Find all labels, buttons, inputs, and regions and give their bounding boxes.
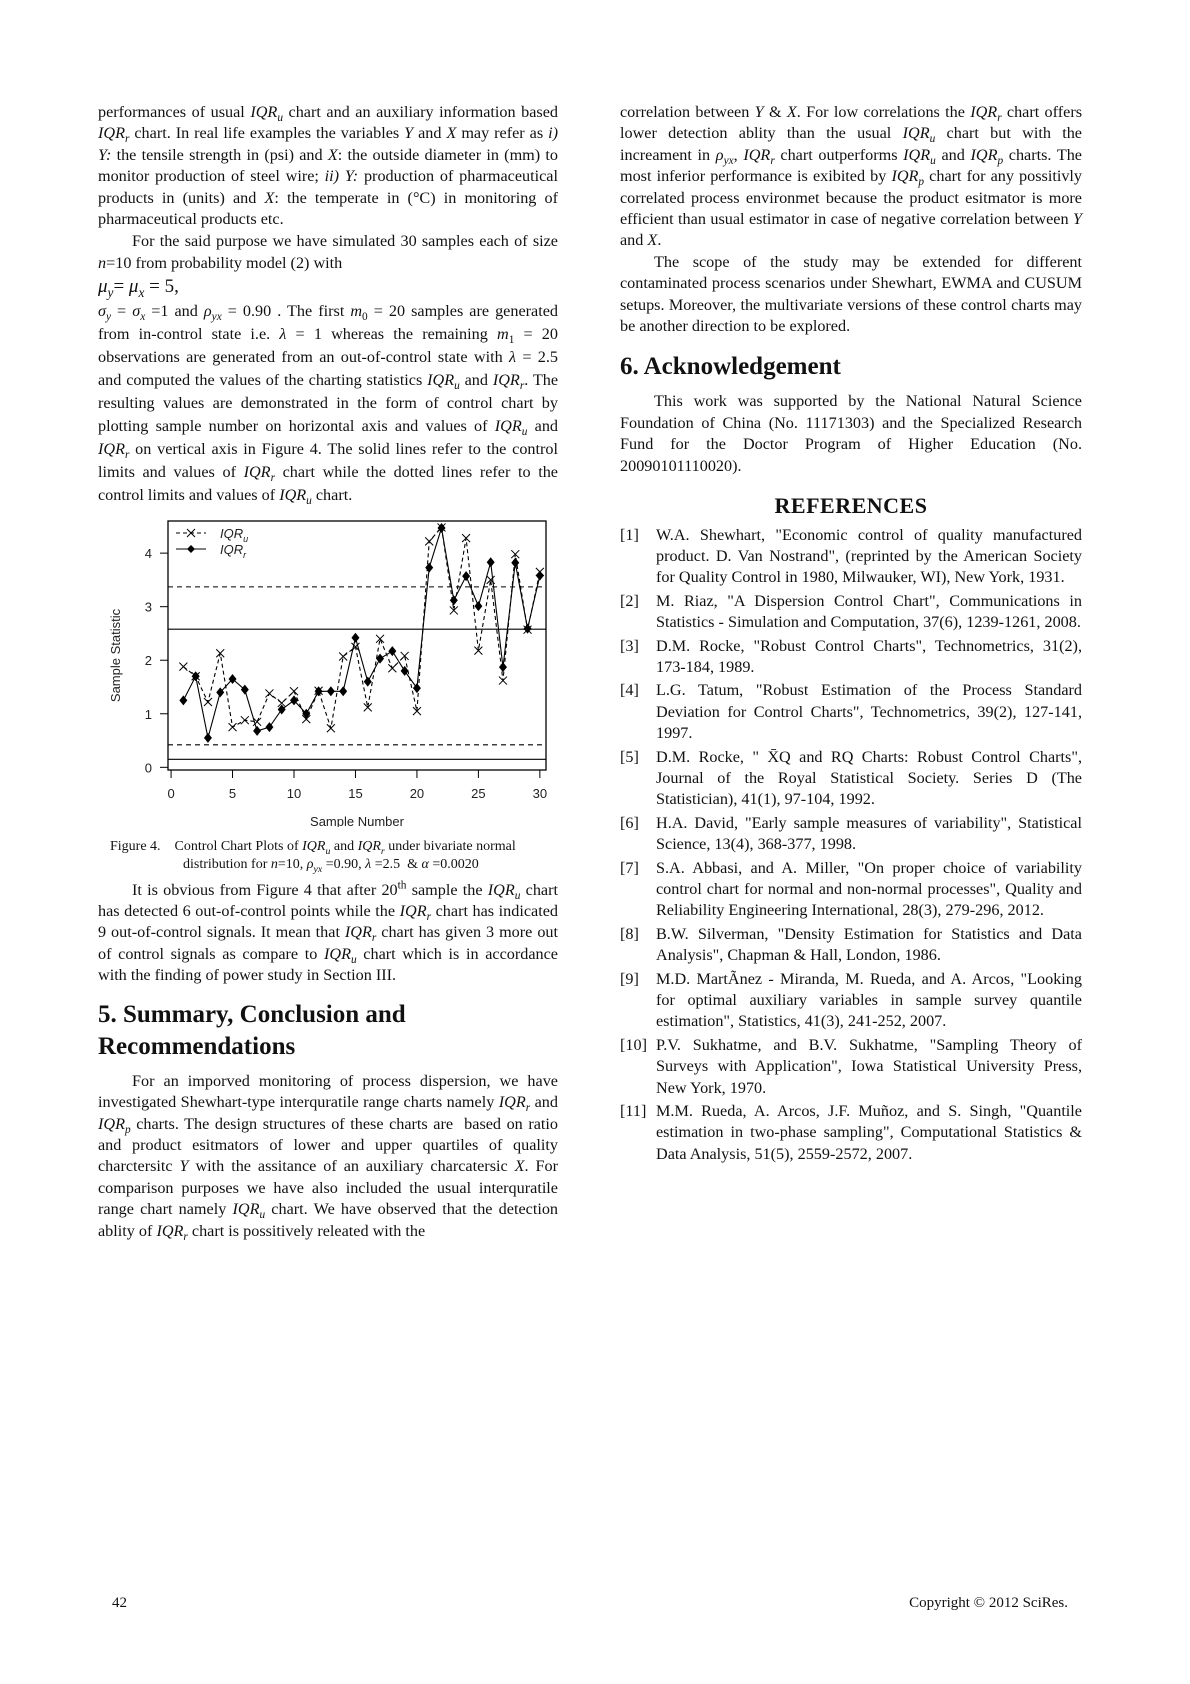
reference-item xyxy=(620,813,1082,856)
x-axis-label: Sample Number xyxy=(310,814,404,828)
reference-number: [7] xyxy=(620,858,639,877)
reference-text: M. Riaz, "A Dispersion Control Chart", Communications in Statistics - Simulation and Computation, 37(6), 1239-1261, 2008. xyxy=(656,591,1082,632)
x-marker-icon xyxy=(216,650,224,658)
reference-number: [9] xyxy=(620,969,639,988)
reference-text: D.M. Rocke, "Robust Control Charts", Technometrics, 31(2), 173-184, 1989. xyxy=(656,636,1082,676)
x-tick-label: 0 xyxy=(167,786,175,802)
x-marker-icon xyxy=(401,652,409,660)
diamond-marker-icon xyxy=(187,545,195,553)
reference-item xyxy=(620,1101,1082,1165)
x-marker-icon xyxy=(241,716,249,724)
x-marker-icon xyxy=(265,690,273,698)
diamond-marker-icon xyxy=(487,557,495,567)
figure-caption: Figure 4. Control Chart Plots of $IQR_u$ and $IQR_r$ under bivariate normal distribution for n=10, $\rho_{yx} =0.90$, λ =2.5 & α =0.0020 xyxy=(110,838,516,875)
reference-item xyxy=(620,969,1082,1033)
diamond-marker-icon xyxy=(462,571,470,581)
x-marker-icon xyxy=(425,538,433,546)
diamond-marker-icon xyxy=(241,685,249,695)
x-marker-icon xyxy=(204,698,212,706)
y-tick-label: 2 xyxy=(144,653,152,669)
diamond-marker-icon xyxy=(499,662,507,672)
paragraph-scope: The scope of the study may be extended for different contaminated process scenarios under Shewhart, EWMA and CUSUM setups. Moreover, the multivariate versions of these control charts may be another direction to be explored. xyxy=(620,252,1082,336)
x-marker-icon xyxy=(179,663,187,671)
reference-item xyxy=(620,1035,1082,1099)
x-tick-label: 25 xyxy=(471,786,486,802)
x-marker-icon xyxy=(499,677,507,685)
legend-label: $IQR_u$ xyxy=(220,526,249,545)
diamond-marker-icon xyxy=(536,571,544,581)
reference-text: S.A. Abbasi, and A. Miller, "On proper choice of variability control chart for normal and non-normal processes", Quality and Reliability Engineering International, 28(3), 279-296, 2012. xyxy=(656,858,1082,920)
x-marker-icon xyxy=(327,724,335,732)
x-marker-icon xyxy=(290,688,298,696)
section-6-heading: 6. Acknowledgement xyxy=(620,353,841,381)
reference-number: [11] xyxy=(620,1102,647,1121)
equation-mu: $\mu_y= \mu_x = 5$, xyxy=(98,276,179,301)
diamond-marker-icon xyxy=(339,687,347,697)
paragraph-simulation: For the said purpose we have simulated 30 samples each of size n=10 from probability model (2) with xyxy=(98,232,558,272)
x-tick-label: 20 xyxy=(409,786,425,802)
series-line-iqr-u xyxy=(183,528,539,729)
reference-item xyxy=(620,680,1082,744)
y-tick-label: 4 xyxy=(144,546,152,562)
paragraph-parameters: $\sigma_y = \sigma_x =1$ and $\rho_{yx} = 0.90$ . The first $m_0 = 20$ samples are generated from in-control state i.e. λ = 1 whereas the remaining $m_1 = 20$ observations are generated from an out-of-control state with λ = 2.5 and computed the values of the charting statistics $IQR_u$ and $IQR_r$. The resulting values are demonstrated in the form of control chart by plotting sample number on horizontal axis and values of $IQR_u$ and $IQR_r$ on vertical axis in Figure 4. The solid lines refer to the control limits and values of $IQR_r$ chart while the dotted lines refer to the control limits and values of $IQR_u$ chart. xyxy=(98,302,559,508)
reference-number: [4] xyxy=(620,681,639,700)
paragraph-correlation: correlation between Y & X. For low correlations the $IQR_r$ chart offers lower detection ablity than the usual $IQR_u$ chart but with the increament in $\rho_{yx}$, $IQR_r$ chart outperforms $IQR_u$ and $IQR_p$ charts. The most inferior performance is exibited by $IQR_p$ chart for any possitivly correlated process environmet because the product esitmator is more efficient than usual estimator in case of negative correlation between Y and X. xyxy=(620,103,1083,250)
legend-label: $IQR_r$ xyxy=(220,542,247,561)
reference-text: B.W. Silverman, "Density Estimation for Statistics and Data Analysis", Chapman & Hall, London, 1986. xyxy=(656,924,1082,965)
y-axis-label: Sample Statistic xyxy=(108,609,123,703)
x-tick-label: 5 xyxy=(228,786,237,802)
page-number: 42 xyxy=(112,1595,127,1611)
reference-number: [3] xyxy=(620,636,639,655)
control-chart-plot xyxy=(98,517,558,827)
reference-number: [10] xyxy=(620,1035,647,1054)
reference-item xyxy=(620,747,1082,811)
reference-text: H.A. David, "Early sample measures of variability", Statistical Science, 13(4), 368-377, 1998. xyxy=(656,813,1082,854)
y-tick-label: 3 xyxy=(144,599,152,615)
reference-text: L.G. Tatum, "Robust Estimation of the Process Standard Deviation for Control Charts", Technometrics, 39(2), 127-141, 1997. xyxy=(656,681,1082,743)
reference-text: M.D. MartÃnez - Miranda, M. Rueda, and A. Arcos, "Looking for optimal auxiliary variables in sample survey quantile estimation", Statistics, 41(3), 241-252, 2007. xyxy=(656,969,1082,1031)
reference-number: [1] xyxy=(620,525,639,544)
x-marker-icon xyxy=(388,665,396,673)
paragraph-results: It is obvious from Figure 4 that after 20th sample the $IQR_u$ chart has detected 6 out-of-control points while the $IQR_r$ chart has indicated 9 out-of-control signals. It mean that $IQR_r$ chart has given 3 more out of control signals as compare to $IQR_u$ chart which is in accordance with the finding of power study in Section III. xyxy=(98,879,559,985)
copyright-notice: Copyright © 2012 SciRes. xyxy=(909,1595,1068,1611)
y-tick-label: 0 xyxy=(144,760,152,776)
diamond-marker-icon xyxy=(450,596,458,606)
diamond-marker-icon xyxy=(425,563,433,573)
diamond-marker-icon xyxy=(204,733,212,743)
reference-number: [6] xyxy=(620,813,639,832)
reference-number: [2] xyxy=(620,591,639,610)
x-tick-label: 30 xyxy=(532,786,548,802)
x-tick-label: 10 xyxy=(286,786,302,802)
y-tick-label: 1 xyxy=(144,707,152,723)
x-tick-label: 15 xyxy=(348,786,363,802)
reference-number: [8] xyxy=(620,924,639,943)
series-line-iqr-r xyxy=(183,528,539,738)
paragraph-acknowledgement: This work was supported by the National Natural Science Foundation of China (No. 11171303) and the Specialized Research Fund for the Doctor Program of Higher Education (No. 20090101110020). xyxy=(620,392,1082,475)
reference-item xyxy=(620,591,1082,634)
left-column xyxy=(98,102,558,1242)
diamond-marker-icon xyxy=(253,726,261,736)
reference-number: [5] xyxy=(620,747,639,766)
diamond-marker-icon xyxy=(179,696,187,706)
reference-text: D.M. Rocke, " X̄Q and RQ Charts: Robust Control Charts", Journal of the Royal Statistical Society. Series D (The Statistician), 41(1), 97-104, 1992. xyxy=(656,747,1082,809)
reference-item xyxy=(620,858,1082,922)
reference-list xyxy=(620,525,1082,1166)
reference-text: M.M. Rueda, A. Arcos, J.F. Muñoz, and S. Singh, "Quantile estimation in two-phase sampling", Computational Statistics & Data Analysis, 51(5), 2559-2572, 2007. xyxy=(656,1102,1082,1163)
reference-text: P.V. Sukhatme, and B.V. Sukhatme, "Sampling Theory of Surveys with Application", Iowa Statistical University Press, New York, 1970. xyxy=(656,1035,1082,1097)
reference-item xyxy=(620,525,1082,589)
diamond-marker-icon xyxy=(511,558,519,568)
figure-4-control-chart xyxy=(98,517,558,833)
diamond-marker-icon xyxy=(327,687,335,697)
section-5-heading: 5. Summary, Conclusion and Recommendations xyxy=(98,1000,406,1060)
chart-legend xyxy=(176,526,248,560)
reference-text: W.A. Shewhart, "Economic control of quality manufactured product. D. Van Nostrand", (reprinted by the American Society for Quality Control in 1980, Milwauker, WI), New York, 1931. xyxy=(656,525,1082,587)
reference-item xyxy=(620,924,1082,967)
x-marker-icon xyxy=(229,723,237,731)
diamond-marker-icon xyxy=(474,601,482,611)
references-heading: REFERENCES xyxy=(774,493,928,519)
right-column xyxy=(620,102,1082,1167)
diamond-marker-icon xyxy=(351,633,359,643)
diamond-marker-icon xyxy=(364,677,372,687)
paragraph-intro: performances of usual $IQR_u$ chart and an auxiliary information based $IQR_r$ chart. In real life examples the variables Y and X may refer as i) Y: the tensile strength in (psi) and X: the outside diameter in (mm) to monitor production of steel wire; ii) Y: production of pharmaceutical products in (units) and X: the temperate in (°C) in monitoring of pharmaceutical products etc. xyxy=(98,103,558,229)
reference-item xyxy=(620,636,1082,679)
paragraph-summary: For an imporved monitoring of process dispersion, we have investigated Shewhart-type interquratile range charts namely $IQR_r$ and $IQR_p$ charts. The design structures of these charts are based on ratio and product esitmators of lower and upper quartiles of quality charctersitc Y with the assitance of an auxiliary charcatersic X. For comparison purposes we have also included the usual interquratile range chart namely $IQR_u$ chart. We have observed that the detection ablity of $IQR_r$ chart is possitively releated with the xyxy=(98,1071,559,1243)
